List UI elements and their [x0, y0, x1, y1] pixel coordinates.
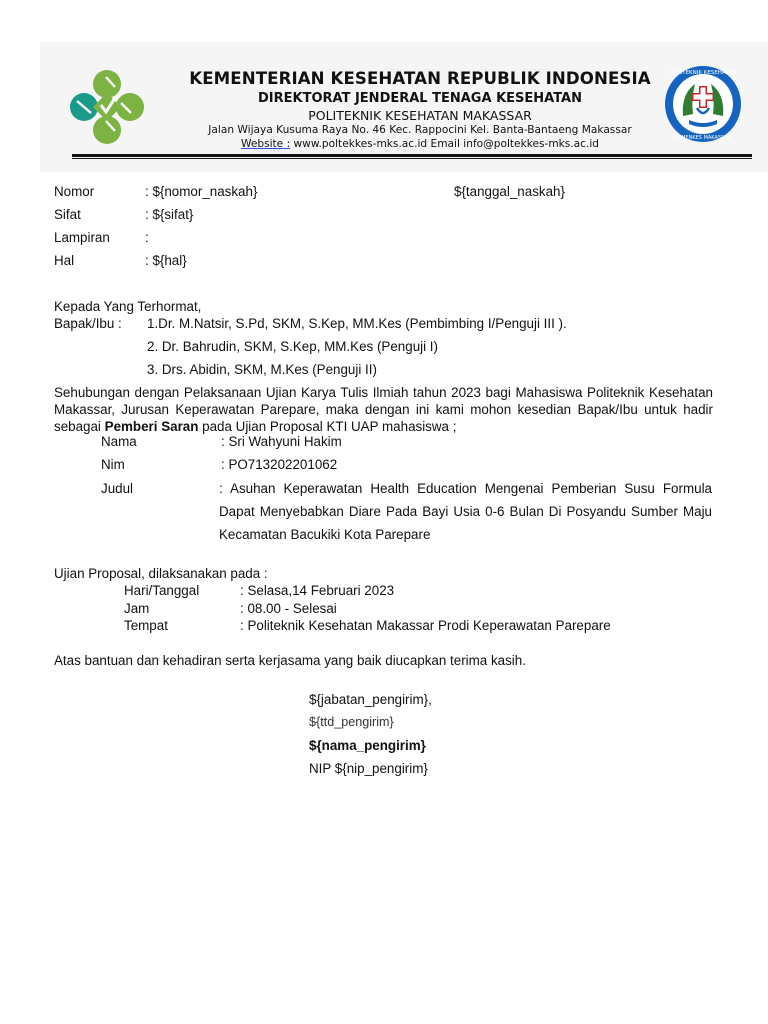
website-label: Website :: [240, 138, 291, 150]
recipient-item: 2. Dr. Bahrudin, SKM, S.Kep, MM.Kes (Penguji I): [147, 339, 438, 354]
nomor-value: : ${nomor_naskah}: [145, 184, 258, 199]
nomor-label: Nomor: [54, 184, 95, 199]
lampiran-value: :: [145, 230, 149, 245]
recipient-item: 1.Dr. M.Natsir, S.Pd, SKM, S.Kep, MM.Kes (Pembimbing I/Penguji III ).: [147, 316, 567, 331]
hari-value: : Selasa,14 Februari 2023: [240, 583, 395, 598]
seal-text-bottom: KEMENKES MAKASSAR: [674, 135, 732, 141]
ministry-name: KEMENTERIAN KESEHATAN REPUBLIK INDONESIA: [189, 69, 651, 88]
judul-label: Judul: [101, 481, 134, 496]
kemenkes-logo-icon: [66, 66, 148, 148]
letterhead-rule-thin: [72, 158, 752, 159]
recipient-item: 3. Drs. Abidin, SKM, M.Kes (Penguji II): [147, 362, 377, 377]
lampiran-label: Lampiran: [54, 230, 110, 245]
institution-address: Jalan Wijaya Kusuma Raya No. 46 Kec. Rappocini Kel. Banta-Bantaeng Makassar: [208, 124, 632, 136]
exam-intro: Ujian Proposal, dilaksanakan pada :: [54, 566, 268, 581]
institution-contact: [160, 138, 680, 150]
signature-ttd: ${ttd_pengirim}: [309, 715, 394, 729]
body-text-before: Sehubungan dengan Pelaksanaan Ujian Karya Tulis Ilmiah tahun 2023 bagi Mahasiswa Politeknik Kesehatan Makassar, Jurusan Keperawatan Parepare, maka dengan ini kami mohon kesedian Bapak/Ibu untuk hadir sebagai: [54, 385, 713, 434]
letterhead-rule-thick: [72, 154, 752, 157]
tempat-value: : Politeknik Kesehatan Makassar Prodi Keperawatan Parepare: [240, 618, 611, 633]
tempat-label: Tempat: [124, 618, 168, 633]
signature-jabatan: ${jabatan_pengirim},: [309, 692, 432, 707]
hari-label: Hari/Tanggal: [124, 583, 200, 598]
signature-nip: NIP ${nip_pengirim}: [309, 761, 428, 776]
judul-value: : Asuhan Keperawatan Health Education Mengenai Pemberian Susu Formula Dapat Menyebabkan Diare Pada Bayi Usia 0-6 Bulan Di Posyandu Sumber Maju Kecamatan Bacukiki Kota Parepare: [219, 481, 712, 542]
hal-value: : ${hal}: [145, 253, 187, 268]
seal-text-top: POLITEKNIK KESEHATAN: [669, 70, 737, 76]
body-paragraph: [54, 384, 713, 435]
nama-value: : Sri Wahyuni Hakim: [221, 434, 342, 449]
directorate-name: DIREKTORAT JENDERAL TENAGA KESEHATAN: [258, 91, 582, 106]
nim-label: Nim: [101, 457, 125, 472]
recipient-prefix: Bapak/Ibu :: [54, 316, 122, 331]
letterhead-background: [40, 42, 768, 172]
closing-text: Atas bantuan dan kehadiran serta kerjasama yang baik diucapkan terima kasih.: [54, 653, 526, 668]
sifat-value: : ${sifat}: [145, 207, 194, 222]
website-email: www.poltekkes-mks.ac.id Email info@poltekkes-mks.ac.id: [290, 138, 600, 150]
sifat-label: Sifat: [54, 207, 81, 222]
signature-nama: ${nama_pengirim}: [309, 738, 426, 753]
greeting: Kepada Yang Terhormat,: [54, 299, 202, 314]
jam-value: : 08.00 - Selesai: [240, 601, 337, 616]
tanggal-value: ${tanggal_naskah}: [454, 184, 565, 199]
body-text-bold: Pemberi Saran: [104, 419, 199, 434]
body-text-after: pada Ujian Proposal KTI UAP mahasiswa ;: [198, 419, 457, 434]
jam-label: Jam: [124, 601, 150, 616]
hal-label: Hal: [54, 253, 75, 268]
institution-name: POLITEKNIK KESEHATAN MAKASSAR: [308, 108, 532, 123]
nama-label: Nama: [101, 434, 137, 449]
nim-value: : PO713202201062: [221, 457, 338, 472]
